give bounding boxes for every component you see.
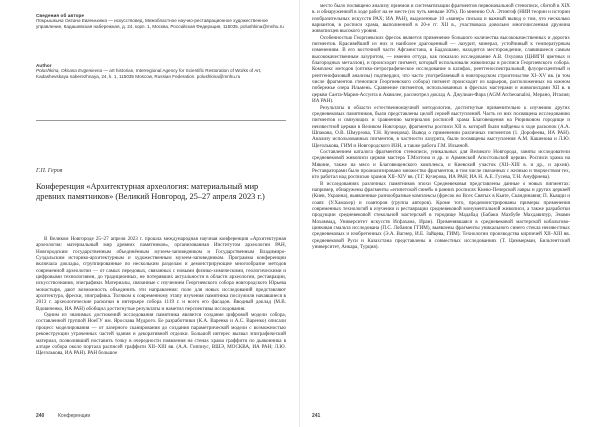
page-number-left: 240 <box>36 413 45 419</box>
author-info-en-name: Polushkina, Oksana Evgenievna <box>36 68 103 74</box>
paragraph: В Великом Новгороде 25–27 апреля 2023 г. прошла международная научная конференция «Архитектурная археология: материальный мир древних памятников», организованная Институтом археологии РАН, Новгородским государственным объединённым музеем-заповедником и Государственным Владимиро-Суздальским историко-архитектурным и художественным музеем-заповедником. Программа конференции включала доклады, сгруппированные по нескольким разделам и демонстрирующие многообразие методов современной археологии — от самых передовых, связанных с новыми физико-химическими, геологическими и цифровыми технологиями, до традиционных, не потерявших актуальности в области археологии, реставрации, искусствознания, эпиграфики. Материалы, связанные с изучением Георгиевского собора новгородского Юрьева монастыря, дают возможность объединить эти направления: поле для новых исследований представляют архитектура, фрески, эпиграфика. Толчком к современному этапу изучения памятника послужили начавшиеся в 2013 г. археологические раскопки в интерьере собора 1119 г. и всего его фасадов. Вводный доклад (М.В. Вдовиченко, ИА РАН) обобщил достигнутые результаты и наметил перспективы исследования. <box>36 236 286 312</box>
paragraph: Составлением каталога фрагментов стенописи, уникальных для Великого Новгорода, заняты исследователи средневековой живописи церкви мастера Т.Мэлтона и др. и Армянской Апостольской церкви. Росписи храма на Мякине, также на мясо и Благовещенского комплекса, и Киевский участок (XII–XIII в. и др., и архив). Реставраторами было проанализировано множество фрагментов, в том числе связанных с жизнью и творчеством тех, кто работал над росписью храмов XII–XIV вв. (Т.Г. Кучерова, ИА РАН; ИА Н. А.Е. Гусева, Т.Н. Ануфриева). <box>312 148 570 181</box>
section-divider <box>36 120 286 121</box>
section-name-footer: Конференции <box>58 413 91 419</box>
author-info-ru-details: — искусствовед, Межобластное научно-реставрационное художественное управление, Кадашевская набережная, д. 24, корп. 1, Москва, Российская Федерация, 115035. polushkina@mnhu.ru <box>36 18 284 29</box>
paragraph: Особенностью Георгиевских фресок является применение большого количества высококачественных и дорогих пигментов. Красивейший из них и наиболее драгоценный — лазурит, минерал, устойчивый к температурным изменениям. В его восточной части Афганистана, в Бадахшане, находится месторождение, славившееся самым высококачественным лазуритом, — именно оттуда, как показало исследование А.В. Охулова (ЦНИГИ цветных и благородных металлов), и происходит пигмент, который использовали живописцы в росписи Георгиевского собора. Комплекс методов (оптико-петрографическое исследование в шлифах, рентгеноспектральный, флуоресцентный и рентгенофазовый анализы) подтвердил, что часто употребляемый в новгородском строительстве XI–XV вв. (в том числе фрагментов стенописи Георгиевского собора) пигмент происходит из карьеров, расположенных на южном побережье озера Ильмень. Сравнение пигментов, использованных в фресках мастерами и живописцами XII в. в церкви Санта-Мария-Ассунта в Аквилее, рассмотрел доклад А. Джулиан-Фара (AGM Archeoanalisi, Mерано, Италия; ИА РАН). <box>312 34 570 105</box>
author-info-ru-heading: Сведения об авторе <box>36 13 85 18</box>
page-number-right: 241 <box>312 413 321 419</box>
paragraph: Одним из значимых достижений исследования памятника является создание цифровой модели собора, составленной группой НоеГУ им. Ярослава Мудрого. Ее разработчики (К.А. Варенко и А.С. Варенко) описали процесс моделирования — от лазерного сканирования до создания параметрической модели с возможностью реконструкции утраченных частей здания и декоративной отделки. Большой интерес вызвал эпиграфический материал, позволивший поставить точку в очередности появления на стенах храма граффити по дьяконника в алтаре собора около портала расписей граффити XII–XIII вв. (А.А. Гиппиус, ВШЭ, МОСКВА, ИА РАН; Л.Ю. Щеголькова, ИА РАН). РАН большое <box>36 312 286 357</box>
right-body-text <box>312 3 570 250</box>
page-gutter <box>299 0 300 427</box>
article-title: Конференция «Архитектурная археология: материальный мир древних памятников» (Великий Новгород, 25–27 апреля 2023 г.) <box>36 182 265 201</box>
article-author: Г.П. Героя <box>36 168 63 174</box>
author-info-en <box>36 63 286 79</box>
left-body-text <box>36 236 286 357</box>
author-info-en-details: — art historian, Interregional Agency for Scientific Restoration of Works of Art, Kadashevskaya naberezhnaya, 24, k. 1, 115035 Moscow, Russian Federation. polushkina@mnhu.ru <box>36 68 262 79</box>
paragraph: В исследованиях различных памятников эпохи Средневековья представлены данные о новых пигментах: например, обнаружены фрагменты «египетской синей» в ранних росписях Киево-Печерской лавры и других церквей (Киев, Украина), выявленные разнообразные комплексы (фресок во Всех Святых в Кьяте, Скандинавия; П. Кьяцци и соавт. (У.Хамахер) и соавторов (группа авторов). Кроме того, продемонстрированы примеры применения современных технологий в изучении и реставрации средневековой монументальной живописи, а также разработки продукции средневековой стекольной мастерской в городище Мадабад (Бабаки Махбубе Махдавипур, Эмами Мохаммад, Университет искусств Исфахана, Иран). Применявшаяся в средневековой мастерской кобальтово-цинковая смальта исследована (П.С. Лобанов ГГИМ), выявлены фрагменты уникального синего стекла неизвестных средневековых и изобретенных (Э.А. Вагнер, И.Е. Зайцева, ГИМ). Технологии производства кирпичей XII–XIII вв. средневековой Руси и Казахстана представлены в совместных исследованиях (Т. Циммерман, Бильтентский университет, Анкара, Турция). <box>312 180 570 251</box>
paragraph: Результаты в области естественнонаучной методологии, достигнутые применительно к изучению других средневековых памятников, были представлены целой серией выступлений. Часть из них посвящена исследованию пигментов и связующих и сравнению материалов росписей храма Благовещения на Рюриковом городище и неизвестной церкви в Великом Новгороде, фрагменты росписи XII в. которой были найдены в ходе раскопок (А.А. Шпакова, О.В. Шмурзова, Т.Н. Кузнецова). Вывод о применении различных пигментов (1. Дорофеева, ИА РАН). Анализу использованных пигментов, в частности лазурита, были посвящены выступления А.М. Кашенова и Л.Ю. Щеголькова, ГИМ и Новгородского ИЗН, а также работа Г.М. Ильиной. <box>312 104 570 149</box>
paragraph: место было посвящено анализу приемов и систематизации фрагментов первоначальной стенописи, сбитой в XIX в. и обнаруженной в ходе работ на ее месте (их чуть меньше 30%). По мнению О.А. Этингоф (НИИ теории и истории изобразительных искусств РАХ; ИА РАН), выделенные 10 «манер» письма и важный вывод о том, что несколько вариантов, в росписи храма, выполненной в 20-е гг. XII в., участвовала довольно многочисленная дружина живописцев высокого уровня. <box>312 3 571 35</box>
author-info-en-heading: Author <box>36 63 52 68</box>
author-info-ru <box>36 13 286 29</box>
author-info-ru-name: Покрышкина Оксана Евгеньевна <box>36 18 107 24</box>
